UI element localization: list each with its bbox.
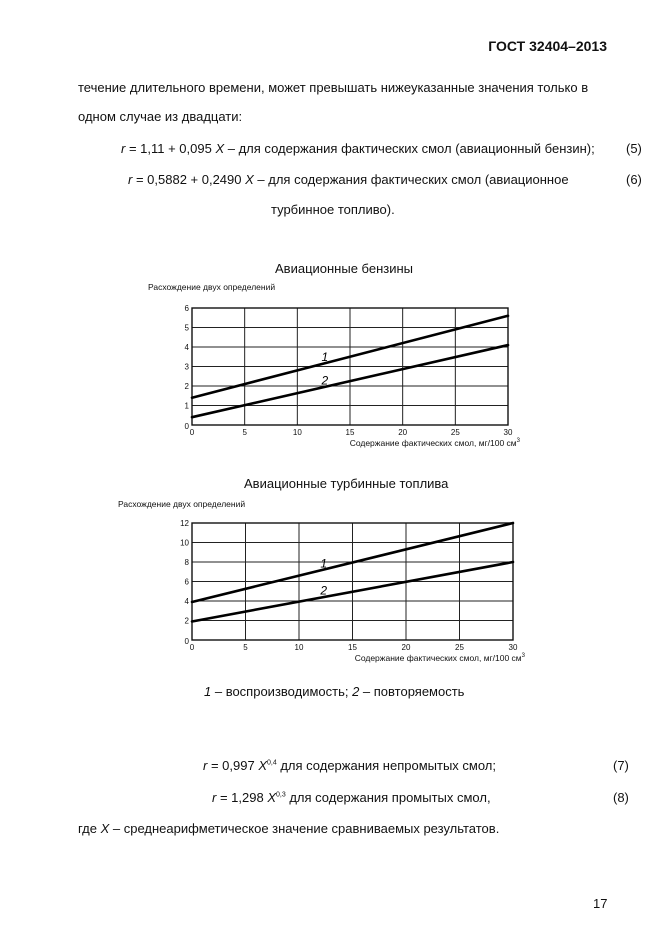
chart-2-series-1-label: 1 bbox=[320, 556, 328, 571]
chart-1-xtick: 20 bbox=[398, 428, 408, 437]
chart-2-xtick: 25 bbox=[455, 643, 464, 652]
chart-1 bbox=[130, 280, 560, 456]
chart-1-xtick: 30 bbox=[503, 428, 513, 437]
chart-1-xlabel-sup: 3 bbox=[516, 438, 520, 444]
chart-1-xtick: 10 bbox=[292, 428, 302, 437]
chart-2-ytick: 10 bbox=[180, 538, 189, 548]
chart-2-ytick: 2 bbox=[184, 616, 189, 626]
formula-5: r = 1,11 + 0,095 X – для содержания фактических смол (авиационный бензин); bbox=[121, 141, 595, 156]
legend-number-2: 2 bbox=[352, 684, 360, 699]
formula-7: r = 0,997 X$^{0,4}$ для содержания непромытых смол; bbox=[203, 758, 496, 773]
chart-2-ytick: 6 bbox=[184, 577, 189, 587]
chart-1-ytick: 2 bbox=[184, 382, 189, 391]
legend-number-1: 1 bbox=[204, 684, 212, 699]
chart-1-ytick: 3 bbox=[184, 362, 189, 372]
chart-2-xtick: 20 bbox=[401, 643, 411, 652]
chart-1-xtick: 15 bbox=[345, 428, 355, 437]
chart-2-title: Авиационные турбинные топлива bbox=[244, 476, 449, 491]
formula-5-number: (5) bbox=[626, 141, 642, 156]
chart-2-xtick: 15 bbox=[348, 643, 357, 652]
chart-1-xtick: 5 bbox=[242, 428, 247, 437]
chart-1-ytick-origin: 0 bbox=[184, 422, 189, 431]
chart-1-xtick: 0 bbox=[189, 428, 195, 437]
chart-2-ytick-origin: 0 bbox=[184, 637, 189, 646]
legend-text-2: – повторяемость bbox=[359, 684, 465, 699]
chart-2-ytick: 12 bbox=[180, 519, 189, 528]
chart-1-ytick: 1 bbox=[184, 401, 189, 411]
chart-2-xlabel: Содержание фактических смол, мг/100 $см^3$ bbox=[354, 653, 525, 663]
chart-2-xtick: 5 bbox=[243, 643, 248, 652]
chart-2-ytick: 8 bbox=[184, 558, 189, 567]
chart-1-ytick: 4 bbox=[184, 343, 189, 352]
chart-2 bbox=[110, 495, 550, 675]
chart-1-ytick: 5 bbox=[184, 323, 189, 333]
chart-legend bbox=[204, 684, 464, 699]
formula-8-number: (8) bbox=[613, 790, 629, 805]
chart-2-ytick: 4 bbox=[184, 597, 189, 606]
definition-x: где X – среднеарифметическое значение сравниваемых результатов. bbox=[78, 821, 500, 836]
formula-8: r = 1,298 X$^{0,3}$ для содержания промытых смол, bbox=[212, 790, 491, 805]
chart-1-series-1-label: 1 bbox=[321, 350, 329, 365]
intro-line-1: течение длительного времени, может превышать нижеуказанные значения только в bbox=[78, 80, 589, 95]
formula-6: r = 0,5882 + 0,2490 X – для содержания фактических смол (авиационное bbox=[128, 172, 569, 187]
chart-2-xtick: 10 bbox=[294, 643, 304, 652]
document-id: ГОСТ 32404–2013 bbox=[488, 38, 607, 54]
chart-2-ylabel: Расхождение двух определений bbox=[118, 499, 246, 509]
chart-1-xlabel: Содержание фактических смол, мг/100 $см^3$ bbox=[349, 438, 520, 448]
chart-2-xtick: 30 bbox=[508, 643, 518, 652]
legend-text-1: – воспроизводимость; bbox=[211, 684, 353, 699]
intro-line-2: одном случае из двадцати: bbox=[78, 109, 243, 124]
chart-2-xlabel-sup: 3 bbox=[521, 653, 525, 659]
formula-6-number: (6) bbox=[626, 172, 642, 187]
chart-1-series-2-label: 2 bbox=[321, 373, 329, 388]
chart-1-ytick: 6 bbox=[184, 304, 189, 313]
chart-1-xtick: 25 bbox=[450, 428, 460, 437]
chart-2-series-2-label: 2 bbox=[320, 583, 328, 598]
chart-1-ylabel: Расхождение двух определений bbox=[148, 282, 276, 292]
formula-7-number: (7) bbox=[613, 758, 629, 773]
page-number: 17 bbox=[593, 896, 608, 911]
chart-2-xtick: 0 bbox=[189, 643, 195, 652]
formula-6-continuation: турбинное топливо). bbox=[271, 202, 395, 217]
chart-1-title: Авиационные бензины bbox=[275, 261, 414, 276]
